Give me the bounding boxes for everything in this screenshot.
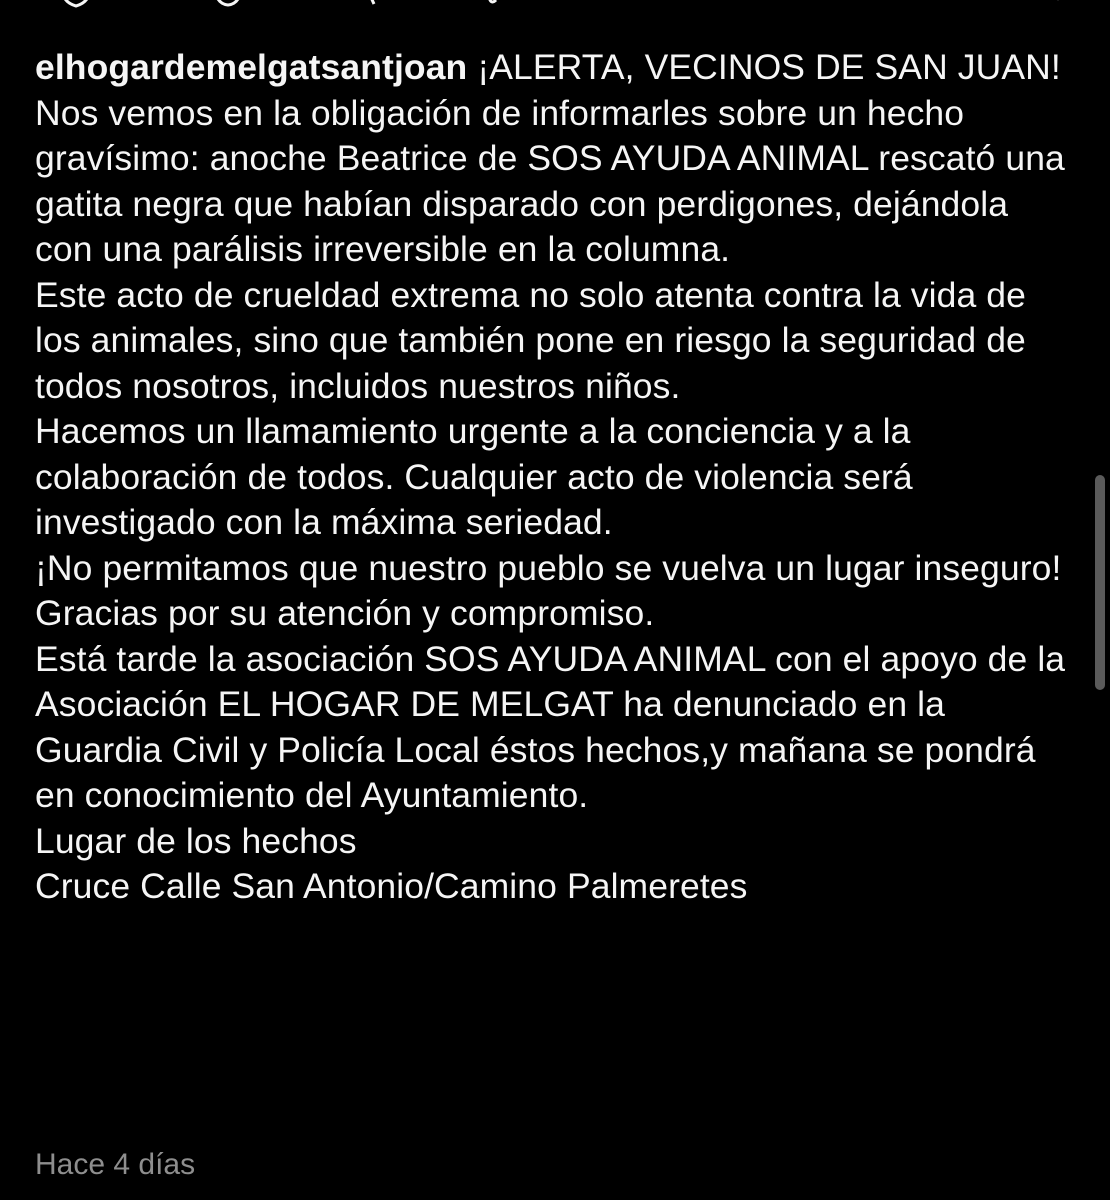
caption-paragraph: Nos vemos en la obligación de informarles sobre un hecho gravísimo: anoche Beatrice de SOS AYUDA ANIMAL rescató una gatita negra que habían disparado con perdigones, dejándola con una parálisis irreversible en la columna. [35,92,1065,269]
caption-paragraph: Lugar de los hechos [35,820,357,861]
caption-paragraph: Este acto de crueldad extrema no solo atenta contra la vida de los animales, sino que también pone en riesgo la seguridad de todos nosotros, incluidos nuestros niños. [35,274,1026,406]
caption-paragraph: Gracias por su atención y compromiso. [35,593,655,633]
comment-icon[interactable] [210,0,246,8]
caption-paragraph: ¡No permitamos que nuestro pueblo se vuelva un lugar inseguro! [35,547,1062,588]
scrollbar-thumb[interactable] [1095,475,1105,690]
post-timestamp: Hace 4 días [35,1148,196,1181]
post-caption [35,45,1075,910]
post-action-bar [0,0,1110,8]
bookmark-icon[interactable] [1040,0,1076,8]
share-icon[interactable] [358,0,394,8]
caption-paragraph: Hacemos un llamamiento urgente a la conciencia y a la colaboración de todos. Cualquier acto de violencia será investigado con la máxima seriedad. [35,411,913,542]
heart-icon[interactable] [58,0,94,8]
caption-paragraph: Está tarde la asociación SOS AYUDA ANIMAL con el apoyo de la Asociación EL HOGAR DE MELGAT ha denunciado en la Guardia Civil y Policía Local éstos hechos,y mañana se pondrá en conocimiento del Ayuntamiento. [35,638,1066,815]
repost-icon[interactable] [476,0,512,8]
username-link[interactable]: elhogardemelgatsantjoan [35,47,468,87]
caption-paragraph [35,45,1075,91]
caption-paragraph: Cruce Calle San Antonio/Camino Palmeretes [35,866,748,906]
caption-text: ¡ALERTA, VECINOS DE SAN JUAN! [477,47,1061,87]
